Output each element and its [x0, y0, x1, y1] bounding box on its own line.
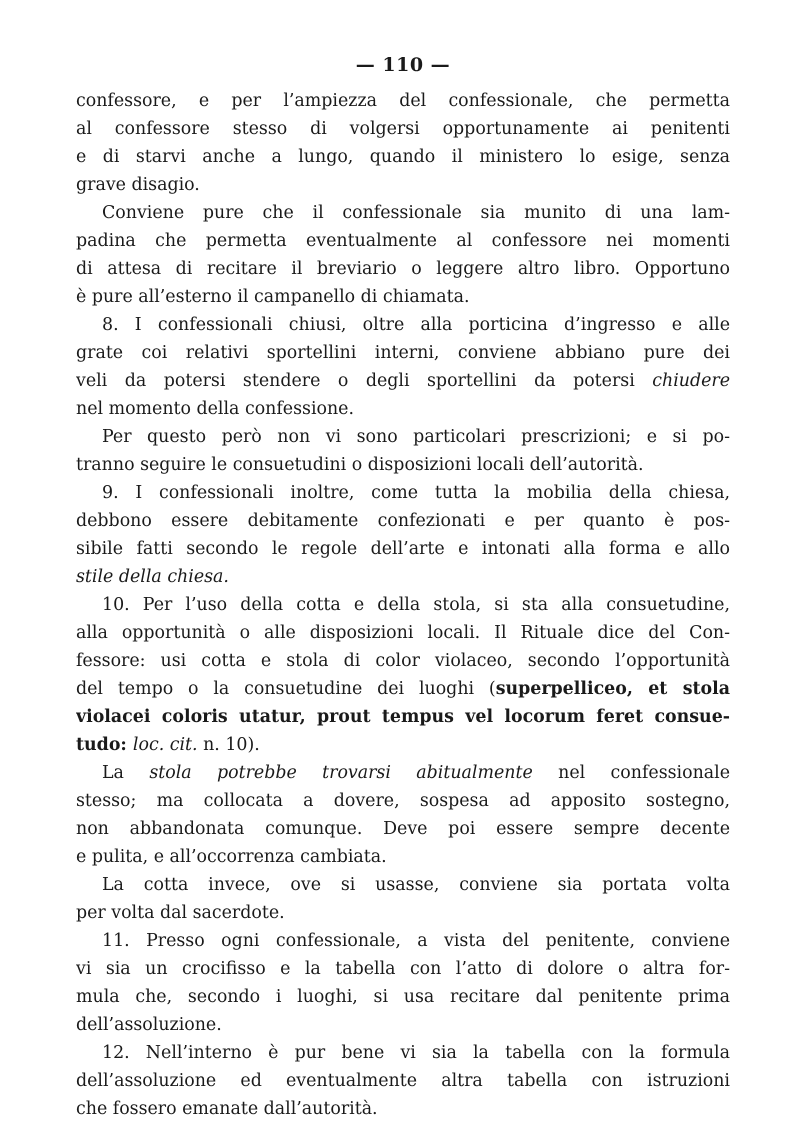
text-line	[76, 311, 730, 339]
text-segment: Conviene pure che il confessionale sia munito di una lam-	[102, 203, 730, 223]
text-segment: mula che, secondo i luoghi, si usa recitare dal penitente prima	[76, 987, 730, 1007]
text-line	[76, 563, 730, 591]
text-segment: debbono essere debitamente confezionati e per quanto è pos-	[76, 511, 730, 531]
book-page	[76, 48, 730, 1119]
paragraph	[76, 1039, 730, 1123]
text-segment: non abbandonata comunque. Deve poi essere sempre decente	[76, 819, 730, 839]
paragraph	[76, 87, 730, 199]
text-line	[76, 367, 730, 395]
text-segment: del tempo o la consuetudine dei luoghi (	[76, 679, 496, 699]
text-line	[76, 927, 730, 955]
text-segment: vi sia un crocifisso e la tabella con l’atto di dolore o altra for-	[76, 959, 730, 979]
text-segment: chiesa.	[167, 567, 229, 587]
paragraph	[76, 199, 730, 311]
text-line	[76, 255, 730, 283]
text-segment: loc. cit.	[132, 735, 198, 755]
text-segment: stola potrebbe trovarsi abitualmente	[149, 763, 533, 783]
text-line	[76, 871, 730, 899]
body-text	[76, 87, 730, 1123]
text-line	[76, 395, 730, 423]
text-line	[76, 451, 730, 479]
text-line	[76, 647, 730, 675]
text-line	[76, 815, 730, 843]
text-segment: e di starvi anche a lungo, quando il ministero lo esige, senza	[76, 147, 730, 167]
text-line	[76, 1011, 730, 1039]
text-line	[76, 283, 730, 311]
text-segment: padina che permetta eventualmente al confessore nei momenti	[76, 231, 730, 251]
text-segment: 8. I confessionali chiusi, oltre alla porticina d’ingresso e alle	[102, 315, 730, 335]
text-segment: grate coi relativi sportellini interni, conviene abbiano pure dei	[76, 343, 730, 363]
text-line	[76, 115, 730, 143]
text-segment: al confessore stesso di volgersi opportunamente ai penitenti	[76, 119, 730, 139]
text-line	[76, 479, 730, 507]
text-segment: 12. Nell’interno è pur bene vi sia la tabella con la formula	[102, 1043, 730, 1063]
text-segment: violacei coloris utatur, prout tempus vel locorum feret consue-	[76, 707, 730, 727]
text-line	[76, 1067, 730, 1095]
text-segment: stile della	[76, 567, 168, 587]
text-line	[76, 171, 730, 199]
text-line	[76, 199, 730, 227]
text-line	[76, 899, 730, 927]
text-segment: fessore: usi cotta e stola di color violaceo, secondo l’opportunità	[76, 651, 730, 671]
text-segment: 11. Presso ogni confessionale, a vista del penitente, conviene	[102, 931, 730, 951]
text-segment: tudo:	[76, 735, 133, 755]
text-line	[76, 1095, 730, 1123]
paragraph	[76, 871, 730, 927]
text-segment: nel momento della confessione.	[76, 399, 354, 419]
paragraph	[76, 311, 730, 423]
text-line	[76, 955, 730, 983]
text-segment: sibile fatti secondo le regole dell’arte e intonati alla forma e allo	[76, 539, 730, 559]
text-segment: per volta dal sacerdote.	[76, 903, 285, 923]
text-segment: dell’assoluzione ed eventualmente altra tabella con istruzioni	[76, 1071, 730, 1091]
paragraph	[76, 759, 730, 871]
text-line	[76, 619, 730, 647]
paragraph	[76, 479, 730, 591]
paragraph	[76, 591, 730, 759]
text-line	[76, 535, 730, 563]
text-segment: di attesa di recitare il breviario o leggere altro libro. Opportuno	[76, 259, 730, 279]
text-line	[76, 87, 730, 115]
text-segment: 9. I confessionali inoltre, come tutta la mobilia della chiesa,	[102, 483, 730, 503]
text-line	[76, 675, 730, 703]
text-line	[76, 731, 730, 759]
text-line	[76, 787, 730, 815]
text-segment: chiudere	[652, 371, 730, 391]
text-segment: stesso; ma collocata a dovere, sospesa ad apposito sostegno,	[76, 791, 730, 811]
text-line	[76, 843, 730, 871]
text-segment: superpelliceo, et stola	[495, 679, 730, 699]
text-segment: che fossero emanate dall’autorità.	[76, 1099, 378, 1119]
text-segment: veli da potersi stendere o degli sportellini da potersi	[76, 371, 653, 391]
text-line	[76, 983, 730, 1011]
paragraph	[76, 423, 730, 479]
text-segment: confessore, e per l’ampiezza del confessionale, che permetta	[76, 91, 730, 111]
text-segment: n. 10).	[197, 735, 260, 755]
text-line	[76, 1039, 730, 1067]
text-line	[76, 143, 730, 171]
text-segment: dell’assoluzione.	[76, 1015, 222, 1035]
text-line	[76, 423, 730, 451]
text-line	[76, 703, 730, 731]
text-segment: nel confessionale	[532, 763, 730, 783]
text-segment: alla opportunità o alle disposizioni locali. Il Rituale dice del Con-	[76, 623, 730, 643]
text-line	[76, 759, 730, 787]
text-segment: grave disagio.	[76, 175, 200, 195]
text-segment: è pure all’esterno il campanello di chiamata.	[76, 287, 470, 307]
text-segment: Per questo però non vi sono particolari prescrizioni; e si po-	[102, 427, 730, 447]
text-line	[76, 227, 730, 255]
text-line	[76, 507, 730, 535]
text-segment: 10. Per l’uso della cotta e della stola, si sta alla consuetudine,	[102, 595, 730, 615]
text-segment: La	[102, 763, 150, 783]
page-number: — 110 —	[355, 54, 451, 76]
paragraph	[76, 927, 730, 1039]
text-segment: e pulita, e all’occorrenza cambiata.	[76, 847, 387, 867]
text-segment: tranno seguire le consuetudini o disposizioni locali dell’autorità.	[76, 455, 644, 475]
text-line	[76, 339, 730, 367]
text-line	[76, 591, 730, 619]
text-segment: La cotta invece, ove si usasse, conviene sia portata volta	[102, 875, 730, 895]
